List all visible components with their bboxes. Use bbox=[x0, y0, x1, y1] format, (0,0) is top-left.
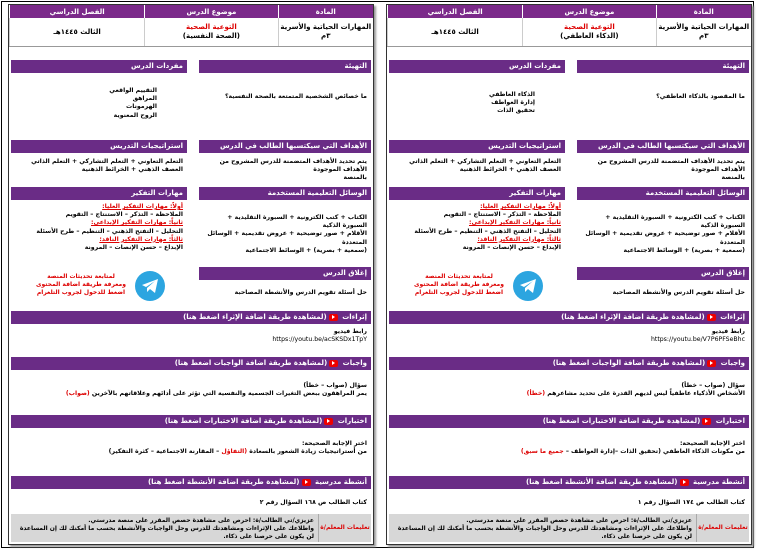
homework-question bbox=[393, 390, 745, 398]
skills-line: الملاحظة – التذكر – الاستنتاج – التقويم bbox=[443, 211, 561, 219]
video-link-label: رابط فيديو bbox=[711, 328, 745, 335]
goals-text bbox=[577, 153, 749, 185]
youtube-icon[interactable] bbox=[302, 479, 311, 486]
exams-header bbox=[389, 415, 749, 428]
strategy-line: التعلم التعاوني + التعلم التشاركي + التعلم الذاتي bbox=[409, 158, 561, 165]
aids-line: (سمعية + بصرية) + الوسائط الاجتماعية bbox=[245, 246, 367, 254]
vocab-list bbox=[389, 73, 565, 118]
enrichment-help-link[interactable]: (لمشاهدة طريقة اضافة الإثراء اضغط هنا) bbox=[183, 313, 327, 321]
homework-section bbox=[389, 357, 749, 412]
youtube-icon[interactable] bbox=[329, 314, 338, 321]
goals-line: بالمنصة bbox=[721, 174, 745, 182]
header-topic: موضوع الدرس bbox=[522, 5, 655, 18]
goals-section bbox=[199, 140, 371, 185]
thinking-skills-text bbox=[11, 200, 187, 254]
homework-question bbox=[15, 390, 367, 398]
enrichment-header bbox=[389, 311, 749, 324]
intro-section bbox=[199, 60, 371, 136]
telegram-line: ومعرفة طريقة اضافة المحتوى bbox=[413, 281, 505, 288]
header-semester: الفصل الدراسي bbox=[387, 5, 522, 18]
strategies-text bbox=[389, 153, 565, 176]
skills-line: الإبداع – حسن الإنصات – المرونة bbox=[84, 244, 183, 252]
homework-answer: (صواب) bbox=[65, 390, 90, 398]
aids-section bbox=[199, 187, 371, 263]
telegram-line: ومعرفة طريقة اضافة المحتوى bbox=[35, 281, 127, 288]
youtube-icon[interactable] bbox=[707, 360, 716, 367]
enrichment-header bbox=[11, 311, 371, 324]
homework-help-link[interactable]: (لمشاهدة طريقة اضافة الواجبات اضغط هنا) bbox=[174, 359, 328, 367]
closing-text: حل أسئلة تقويم الدرس والأنشطة المصاحبة bbox=[234, 289, 367, 296]
vocab-item: الروح المعنوية bbox=[113, 111, 157, 119]
youtube-icon[interactable] bbox=[324, 418, 333, 425]
strategy-line: العصف الذهني + الخرائط الذهنية bbox=[459, 166, 561, 174]
vocab-item: تحقيق الذات bbox=[497, 107, 535, 115]
course-name: المهارات الحياتية والأسرية ٣م bbox=[278, 18, 373, 46]
telegram-icon[interactable] bbox=[135, 271, 165, 301]
instruction-line: عزيزي/تي الطالب/ة: احرص على مشاهدة حصص المقرر على منصة مدرستي. bbox=[88, 517, 314, 524]
exam-answer: (التفاؤل bbox=[221, 448, 248, 456]
enrichment-body bbox=[389, 324, 749, 346]
header-row bbox=[387, 5, 751, 18]
homework-section bbox=[11, 357, 371, 412]
exam-question-options: – المقارنة الاجتماعية – كثرة التفكير) bbox=[108, 448, 220, 456]
exams-section bbox=[389, 415, 749, 473]
goals-line: يتم تحديد الأهداف المتضمنة للدرس المشروح من الأهداف الموجودة bbox=[597, 158, 745, 174]
exams-section bbox=[11, 415, 371, 473]
goals-title: الأهداف التي سيكتسبها الطالب في الدرس bbox=[577, 140, 749, 153]
youtube-icon[interactable] bbox=[680, 479, 689, 486]
strategies-section bbox=[11, 140, 187, 185]
header-subject: المادة bbox=[656, 5, 751, 18]
enrichment-title: إثراءات bbox=[342, 313, 367, 321]
thinking-skills-title: مهارات التفكير bbox=[389, 187, 565, 200]
exams-help-link[interactable]: (لمشاهدة طريقة اضافة الاختبارات اضغط هنا) bbox=[164, 417, 323, 425]
lesson-plan-page-left bbox=[8, 4, 374, 545]
vocab-item: إدارة العواطف bbox=[491, 99, 535, 107]
lesson-topic bbox=[144, 18, 277, 46]
strategies-section bbox=[389, 140, 565, 185]
activities-text: كتاب الطالب ص ١٧٤ السؤال رقم ١ bbox=[637, 499, 745, 506]
homework-question-type: سؤال (صواب – خطأ) bbox=[681, 382, 745, 389]
homework-header bbox=[389, 357, 749, 370]
exams-title: اختبارات bbox=[337, 417, 367, 425]
video-link-label: رابط فيديو bbox=[333, 328, 367, 335]
goals-text bbox=[199, 153, 371, 185]
video-url[interactable]: https://youtu.be/acSKSDx1TpY bbox=[272, 336, 367, 344]
skills-heading: ثالثاً: مهارات التفكير الناقد: bbox=[99, 235, 183, 243]
vocab-section bbox=[11, 60, 187, 136]
skills-heading: ثانياً: مهارات التفكير الإبداعي: bbox=[469, 219, 561, 227]
enrichment-body bbox=[11, 324, 371, 346]
enrichment-title: إثراءات bbox=[720, 313, 745, 321]
skills-line: الإبداع – حسن الإنصات – المرونة bbox=[462, 244, 561, 252]
skills-heading: ثانياً: مهارات التفكير الإبداعي: bbox=[91, 219, 183, 227]
aids-line: الكتاب + كتب الكترونية + السبورة التقليدية + السبورة الذكية bbox=[605, 214, 745, 230]
activities-help-link[interactable]: (لمشاهدة طريقة اضافة الأنشطة اضغط هنا) bbox=[525, 478, 678, 486]
homework-answer: (خطأ) bbox=[526, 390, 546, 398]
instruction-line: واطلاعك على الإثراءات ومشاهدتك للدرس وحل الواجبات والأنشطة بحسب ما أمكنك لك إن المساعدة لن يكون على حرصنا على ذكاء. bbox=[19, 525, 314, 540]
video-url[interactable]: https://youtu.be/V7P6PFSeBhc bbox=[650, 336, 745, 344]
aids-line: الأقلام + صور توضيحية + عروض تقديمية + الوسائل المتعددة bbox=[207, 230, 367, 246]
teacher-instructions-label: تعليمات المعلم/ة bbox=[318, 514, 371, 542]
exam-answer: جميع ما سبق) bbox=[520, 448, 564, 456]
telegram-line: اضغط للدخول لجروب التلغرام bbox=[414, 289, 504, 296]
enrichment-help-link[interactable]: (لمشاهدة طريقة اضافة الإثراء اضغط هنا) bbox=[561, 313, 705, 321]
exams-help-link[interactable]: (لمشاهدة طريقة اضافة الاختبارات اضغط هنا) bbox=[542, 417, 701, 425]
homework-question-type: سؤال (صواب – خطأ) bbox=[303, 382, 367, 389]
header-row bbox=[9, 5, 373, 18]
strategies-title: استراتيجيات التدريس bbox=[389, 140, 565, 153]
lesson-name: (الذكاء العاطفي) bbox=[560, 32, 619, 40]
intro-title: التهيئة bbox=[199, 60, 371, 73]
unit-name: التوعية الصحية bbox=[564, 23, 615, 31]
youtube-icon[interactable] bbox=[707, 314, 716, 321]
thinking-skills-text bbox=[389, 200, 565, 254]
unit-name: التوعية الصحية bbox=[186, 23, 237, 31]
activities-title: أنشطة مدرسية bbox=[692, 478, 745, 486]
teacher-instructions-text bbox=[389, 514, 696, 542]
instruction-line: عزيزي/تي الطالب/ة: احرص على مشاهدة حصص المقرر على منصة مدرستي. bbox=[466, 517, 692, 524]
youtube-icon[interactable] bbox=[329, 360, 338, 367]
skills-heading: ثالثاً: مهارات التفكير الناقد: bbox=[477, 235, 561, 243]
lesson-topic bbox=[522, 18, 655, 46]
activities-title: أنشطة مدرسية bbox=[314, 478, 367, 486]
homework-question-text: الأشخاص الأذكياء عاطفياً ليس لديهم القدرة على تحديد مشاعرهم bbox=[547, 390, 745, 398]
homework-body bbox=[389, 370, 749, 400]
homework-body bbox=[11, 370, 371, 400]
telegram-link[interactable] bbox=[31, 273, 131, 297]
aids-title: الوسائل التعليمية المستخدمة bbox=[199, 187, 371, 200]
exams-title: اختبارات bbox=[715, 417, 745, 425]
exam-question bbox=[393, 448, 745, 456]
closing-text: حل أسئلة تقويم الدرس والأنشطة المصاحبة bbox=[612, 289, 745, 296]
course-name: المهارات الحياتية والأسرية ٣م bbox=[656, 18, 751, 46]
goals-title: الأهداف التي سيكتسبها الطالب في الدرس bbox=[199, 140, 371, 153]
aids-line: الكتاب + كتب الكترونية + السبورة التقليدية + السبورة الذكية bbox=[227, 214, 367, 230]
homework-header bbox=[11, 357, 371, 370]
thinking-skills-section bbox=[11, 187, 187, 263]
closing-section bbox=[577, 267, 749, 309]
thinking-skills-title: مهارات التفكير bbox=[11, 187, 187, 200]
exam-question bbox=[15, 448, 367, 456]
skills-line: التحليل – التفتح الذهني – التنظيم – طرح الأسئلة bbox=[414, 227, 561, 235]
info-row bbox=[387, 18, 751, 47]
header-subject: المادة bbox=[278, 5, 373, 18]
intro-text: ما المقصود بالذكاء العاطفي؟ bbox=[656, 93, 745, 100]
goals-section bbox=[577, 140, 749, 185]
lesson-name: (الصحة النفسية) bbox=[182, 32, 240, 40]
telegram-line: لمتابعة تحديثات المنصة bbox=[47, 273, 115, 280]
closing-title: إغلاق الدرس bbox=[577, 267, 749, 280]
goals-line: يتم تحديد الأهداف المتضمنة للدرس المشروح من الأهداف الموجودة bbox=[219, 158, 367, 174]
strategy-line: التعلم التعاوني + التعلم التشاركي + التعلم الذاتي bbox=[31, 158, 183, 165]
closing-section bbox=[199, 267, 371, 309]
vocab-item: الهرمونات bbox=[126, 103, 157, 111]
aids-text bbox=[577, 200, 749, 257]
enrichment-section bbox=[389, 311, 749, 356]
exam-question-prompt: اختر الإجابة الصحيحة: bbox=[679, 440, 745, 447]
header-topic: موضوع الدرس bbox=[144, 5, 277, 18]
exam-question-text: من مكونات الذكاء العاطفي (تحقيق الذات –إدارة العواطف – bbox=[565, 448, 745, 456]
aids-line: الأقلام + صور توضيحية + عروض تقديمية + الوسائل المتعددة bbox=[585, 230, 745, 246]
exams-body bbox=[11, 428, 371, 458]
strategy-line: العصف الذهني + الخرائط الذهنية bbox=[81, 166, 183, 174]
goals-line: بالمنصة bbox=[343, 174, 367, 182]
activities-text: كتاب الطالب ص ١٦٨ السؤال رقم ٢ bbox=[259, 499, 367, 506]
aids-section bbox=[577, 187, 749, 263]
activities-section bbox=[11, 476, 371, 516]
thinking-skills-section bbox=[389, 187, 565, 263]
skills-line: التحليل – التفتح الذهني – التنظيم – طرح الأسئلة bbox=[36, 227, 183, 235]
exam-question-prompt: اختر الإجابة الصحيحة: bbox=[301, 440, 367, 447]
telegram-icon[interactable] bbox=[513, 271, 543, 301]
skills-heading: أولاً: مهارات التفكير العليا: bbox=[480, 203, 561, 210]
vocab-item: المراهق bbox=[132, 95, 157, 103]
homework-title: واجبات bbox=[342, 359, 367, 367]
vocab-title: مفردات الدرس bbox=[11, 60, 187, 73]
youtube-icon[interactable] bbox=[702, 418, 711, 425]
activities-section bbox=[389, 476, 749, 516]
teacher-instructions bbox=[11, 514, 371, 542]
term: الثالث ١٤٤٥هـ bbox=[387, 18, 522, 46]
homework-question-text: يمر المراهقون ببعض التغيرات الجسمية والنفسية التي تؤثر على أدائهم وعلاقاتهم بالآخرين bbox=[91, 390, 367, 398]
exams-header bbox=[11, 415, 371, 428]
intro-text: ما خصائص الشخصية المتمتعة بالصحة النفسية؟ bbox=[224, 93, 367, 100]
intro-section bbox=[577, 60, 749, 136]
enrichment-section bbox=[11, 311, 371, 356]
activities-header bbox=[389, 476, 749, 489]
skills-heading: أولاً: مهارات التفكير العليا: bbox=[102, 203, 183, 210]
instruction-line: واطلاعك على الإثراءات ومشاهدتك للدرس وحل الواجبات والأنشطة بحسب ما أمكنك لك إن المساعدة لن يكون على حرصنا على ذكاء. bbox=[397, 525, 692, 540]
term: الثالث ١٤٤٥هـ bbox=[9, 18, 144, 46]
skills-line: الملاحظة – التذكر – الاستنتاج – التقويم bbox=[65, 211, 183, 219]
vocab-item: التقييم الواقعي bbox=[109, 87, 157, 94]
teacher-instructions bbox=[389, 514, 749, 542]
homework-help-link[interactable]: (لمشاهدة طريقة اضافة الواجبات اضغط هنا) bbox=[552, 359, 706, 367]
info-row bbox=[9, 18, 373, 47]
vocab-title: مفردات الدرس bbox=[389, 60, 565, 73]
strategies-title: استراتيجيات التدريس bbox=[11, 140, 187, 153]
activities-header bbox=[11, 476, 371, 489]
vocab-section bbox=[389, 60, 565, 136]
closing-title: إغلاق الدرس bbox=[199, 267, 371, 280]
strategies-text bbox=[11, 153, 187, 176]
homework-title: واجبات bbox=[720, 359, 745, 367]
telegram-line: لمتابعة تحديثات المنصة bbox=[425, 273, 493, 280]
teacher-instructions-label: تعليمات المعلم/ة bbox=[696, 514, 749, 542]
vocab-list bbox=[11, 73, 187, 122]
header-semester: الفصل الدراسي bbox=[9, 5, 144, 18]
aids-line: (سمعية + بصرية) + الوسائط الاجتماعية bbox=[623, 246, 745, 254]
telegram-line: اضغط للدخول لجروب التلغرام bbox=[36, 289, 126, 296]
aids-title: الوسائل التعليمية المستخدمة bbox=[577, 187, 749, 200]
exam-question-text: من أستراتيجيات زيادة الشعور بالسعادة bbox=[249, 448, 367, 456]
activities-help-link[interactable]: (لمشاهدة طريقة اضافة الأنشطة اضغط هنا) bbox=[147, 478, 300, 486]
intro-title: التهيئة bbox=[577, 60, 749, 73]
exams-body bbox=[389, 428, 749, 458]
telegram-link[interactable] bbox=[409, 273, 509, 297]
vocab-item: الذكاء العاطفي bbox=[488, 91, 535, 98]
lesson-plan-page-right bbox=[386, 4, 752, 545]
teacher-instructions-text bbox=[11, 514, 318, 542]
aids-text bbox=[199, 200, 371, 257]
